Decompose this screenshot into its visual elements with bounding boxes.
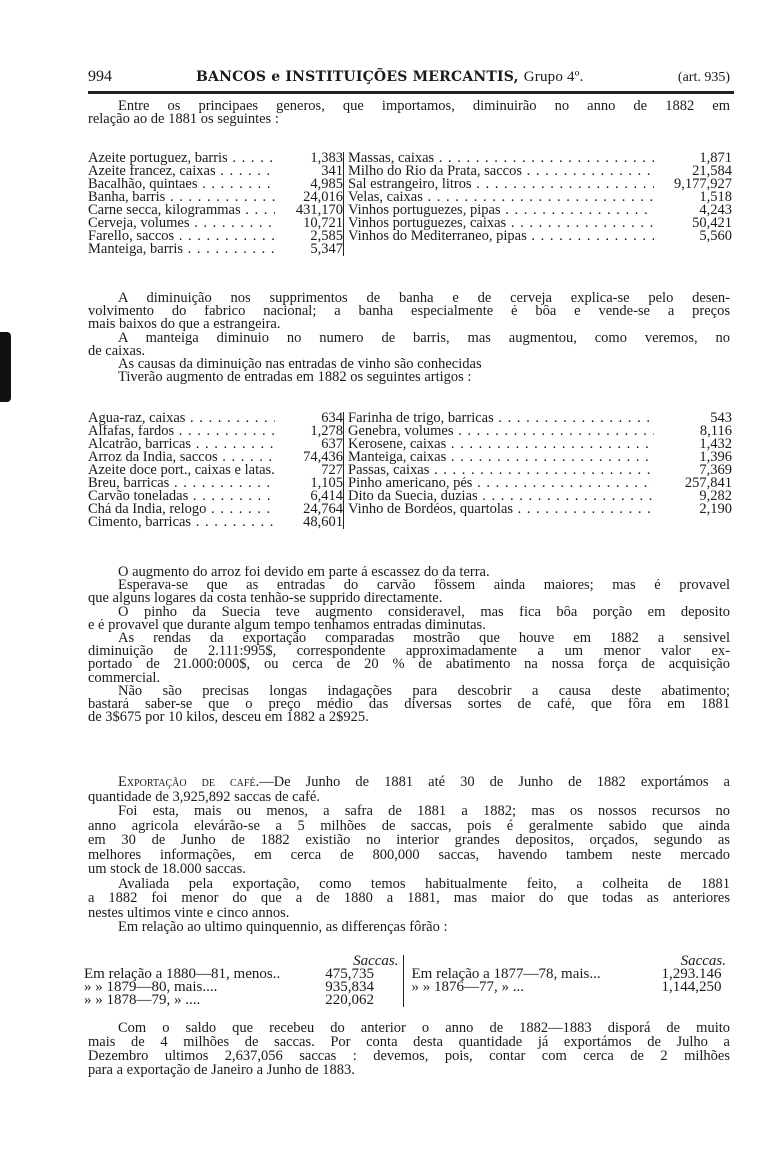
item-label: Milho do Rio da Prata, saccos . . . — [348, 165, 654, 178]
item-label: Vinhos portuguezes, pipas . . . — [348, 204, 654, 217]
item-label: Genebra, volumes . . . — [348, 425, 654, 438]
text-line: Foi esta, mais ou menos, a safra de 1881 a 1882; mas os nossos recursos no — [118, 804, 730, 819]
row-label: » » 1878—79, » .... — [84, 992, 201, 1008]
row-label: Em relação a 1880—81, menos.. — [84, 966, 281, 982]
final-paragraph — [88, 1021, 730, 1077]
page-number: 994 — [88, 68, 112, 85]
table-row — [88, 230, 343, 243]
item-value: 4,985 — [310, 176, 343, 192]
table-row — [88, 165, 343, 178]
table-row — [348, 204, 732, 217]
row-value: 220,062 — [325, 992, 374, 1008]
item-label: Manteiga, caixas . . . — [348, 451, 654, 464]
item-label: Alfafas, fardos . . . — [88, 425, 275, 438]
paragraph-group-3 — [88, 566, 730, 724]
item-value: 1,396 — [699, 449, 732, 465]
item-value: 2,585 — [310, 228, 343, 244]
paragraph-group-2 — [88, 292, 730, 384]
text-line: mais de 4 milhões de saccas. Por conta desta quantidade já exportámos de Julho a — [88, 1035, 730, 1049]
text-line: para a exportação de Janeiro a Junho de 1883. — [88, 1063, 355, 1077]
item-label: Farinha de trigo, barricas . . . — [348, 412, 654, 425]
text-line: quantidade de 3,925,892 saccas de café. — [88, 789, 320, 804]
item-label: Vinhos do Mediterraneo, pipas . . . — [348, 230, 654, 243]
item-value: 24,764 — [303, 501, 343, 517]
item-value: 6,414 — [310, 488, 343, 504]
item-value: 10,721 — [303, 215, 343, 231]
table-row — [88, 477, 343, 490]
text-line: Esperava-se que as entradas do carvão fôssem ainda maiores; mas é provavel — [118, 579, 730, 593]
text-line: Com o saldo que recebeu do anterior o anno de 1882—1883 disporá de muito — [118, 1021, 730, 1035]
text-line: que alguns logares da costa tenhão-se supprido directamente. — [88, 592, 443, 606]
item-value: 1,871 — [699, 150, 732, 166]
table-row — [348, 178, 732, 191]
item-label: Cimento, barricas . . . — [88, 516, 275, 529]
item-value: 543 — [710, 410, 732, 426]
text-line: diminuição de 2.111:995$, correspondente approximadamente a um menor valor ex- — [88, 645, 730, 659]
text-line: de 3$675 por 10 kilos, desceu em 1882 a 2$925. — [88, 711, 369, 725]
text-line — [88, 775, 730, 790]
table-row — [88, 152, 343, 165]
header-title-text: BANCOS e INSTITUIÇÕES MERCANTIS, — [196, 69, 519, 85]
table-row — [348, 503, 732, 516]
item-label: Dito da Suecia, duzias . . . — [348, 490, 654, 503]
text-line: Avaliada pela exportação, como temos habitualmente feito, a colheita de 1881 — [118, 876, 730, 891]
item-value: 257,841 — [684, 475, 732, 491]
item-label: Sal estrangeiro, litros . . . — [348, 178, 654, 191]
item-value: 1,518 — [699, 189, 732, 205]
scan-edge-mark — [0, 332, 11, 402]
item-label: Velas, caixas . . . — [348, 191, 654, 204]
running-header — [88, 64, 730, 88]
header-article: (art. 935) — [677, 70, 730, 85]
text-line: commercial. — [88, 671, 161, 685]
item-label: Vinho de Bordéos, quartolas . . . — [348, 503, 654, 516]
item-value: 48,601 — [303, 514, 343, 530]
item-label: Carvão toneladas . . . — [88, 490, 275, 503]
text-line: Em relação ao ultimo quinquennio, as differenças fôrão : — [118, 920, 448, 935]
text-line: anno agricola elevárão-se a 5 milhões de saccas, pois é geralmente sabido que ainda — [88, 818, 730, 833]
item-value: 50,421 — [692, 215, 732, 231]
item-label: Cerveja, volumes . . . — [88, 217, 275, 230]
header-group: Grupo 4º. — [523, 69, 584, 85]
text-line: O augmento do arroz foi devido em parte á escassez do da terra. — [118, 566, 490, 580]
item-value: 431,170 — [295, 202, 343, 218]
item-label: Azeite portuguez, barris . . . — [88, 152, 275, 165]
item-label: Carne secca, kilogrammas . . . — [88, 204, 275, 217]
item-value: 21,584 — [692, 163, 732, 179]
item-label: Massas, caixas . . . — [348, 152, 654, 165]
table-row — [88, 243, 343, 256]
item-value: 1,278 — [310, 423, 343, 439]
table-row — [348, 191, 732, 204]
item-label: Passas, caixas . . . — [348, 464, 654, 477]
table-row — [88, 516, 343, 529]
row-value: 1,144,250 — [661, 979, 722, 995]
table-row — [412, 981, 727, 994]
increases-left-column — [88, 412, 343, 529]
table-row — [88, 464, 343, 477]
table-row — [348, 217, 732, 230]
coffee-export-section — [88, 775, 730, 935]
table-row — [348, 490, 732, 503]
item-label: Kerosene, caixas . . . — [348, 438, 654, 451]
row-label: » » 1876—77, » ... — [411, 979, 524, 995]
intro-paragraph — [88, 100, 730, 126]
table-row — [88, 217, 343, 230]
item-label: Bacalhão, quintaes . . . — [88, 178, 275, 191]
unit-header: Saccas. — [353, 953, 399, 969]
text-line: volvimento do fabrico nacional; a banha especialmente é bôa e vende-se a preços — [88, 305, 730, 319]
text-line: a 1882 foi menor do que a de 1880 a 1881, mas maior do que todas as anteriores — [88, 891, 730, 906]
table-row — [84, 994, 399, 1007]
row-value: 935,834 — [325, 979, 374, 995]
text-line-rest: —De Junho de 1881 até 30 de Junho de 1882 exportámos a — [259, 775, 730, 790]
quinquennio-right — [404, 955, 727, 1007]
item-value: 7,369 — [699, 462, 732, 478]
item-label: Vinhos portuguezes, caixas . . . — [348, 217, 654, 230]
text-line: bastará saber-se que o preço médio das diversas sortes de café, que fôra em 1881 — [88, 697, 730, 712]
item-label: Banha, barris . . . — [88, 191, 275, 204]
table-row — [348, 464, 732, 477]
item-value: 2,190 — [699, 501, 732, 517]
quinquennio-table — [84, 955, 726, 1007]
item-value: 9,177,927 — [674, 176, 732, 192]
text-line: Não são precisas longas indagações para descobrir a causa deste abatimento; — [118, 684, 730, 698]
item-label: Manteiga, barris . . . — [88, 243, 275, 256]
text-line: Tiverão augmento de entradas em 1882 os seguintes artigos : — [118, 371, 472, 385]
item-value: 727 — [321, 462, 343, 478]
item-value: 74,436 — [303, 449, 343, 465]
text-line: nestes ultimos vinte e cinco annos. — [88, 905, 290, 920]
text-line: e é provavel que durante algum tempo tenhamos entradas diminutas. — [88, 618, 486, 632]
item-value: 8,116 — [699, 423, 732, 439]
table-row — [348, 477, 732, 490]
item-label: Arroz da India, saccos . . . — [88, 451, 275, 464]
text-line: Entre os principaes generos, que importamos, diminuirão no anno de 1882 em — [118, 100, 730, 114]
item-value: 1,432 — [699, 436, 732, 452]
text-line: melhores informações, em cerca de 800,000 saccas, havendo tambem neste mercado — [88, 847, 730, 862]
item-label: Farello, saccos . . . — [88, 230, 275, 243]
text-line: As causas da diminuição nas entradas de vinho são conhecidas — [118, 357, 482, 372]
text-line: Dezembro ultimos 2,637,056 saccas : devemos, pois, contar com cerca de 2 milhões — [88, 1049, 730, 1063]
header-rule — [88, 91, 734, 94]
table-row — [88, 451, 343, 464]
text-line: em 30 de Junho de 1882 existião no interior grandes depositos, orçados, segundo as — [88, 833, 730, 848]
item-label: Pinho americano, pés . . . — [348, 477, 654, 490]
item-value: 1,383 — [310, 150, 343, 166]
item-value: 9,282 — [699, 488, 732, 504]
table-row — [348, 451, 732, 464]
item-value: 5,560 — [699, 228, 732, 244]
table-row — [348, 412, 732, 425]
item-value: 1,105 — [310, 475, 343, 491]
table-row — [348, 152, 732, 165]
text-line: portado de 21.000:000$, ou cerca de 20 % de abatimento na nossa força de acquisição — [88, 658, 730, 672]
item-value: 634 — [321, 410, 343, 426]
text-line: As rendas da exportação comparadas mostrão que houve em 1882 a sensivel — [118, 631, 730, 646]
decreases-table — [88, 152, 730, 256]
table-row — [348, 230, 732, 243]
text-line: de caixas. — [88, 344, 146, 358]
row-value: 475,735 — [325, 966, 374, 982]
text-line: A diminuição nos supprimentos de banha e de cerveja explica-se pelo desen- — [118, 292, 730, 306]
text-line: O pinho da Suecia teve augmento consideravel, mas fica bôa porção em deposito — [118, 605, 730, 619]
table-row — [88, 425, 343, 438]
text-line: um stock de 18.000 saccas. — [88, 862, 246, 877]
item-value: 4,243 — [699, 202, 732, 218]
item-value: 341 — [321, 163, 343, 179]
table-row — [88, 412, 343, 425]
item-label: Azeite doce port., caixas e latas. . . . — [88, 464, 275, 477]
row-value: 1,293.146 — [661, 966, 722, 982]
item-label: Chá da India, relogo . . . — [88, 503, 275, 516]
table-row — [348, 438, 732, 451]
increases-right-column — [343, 412, 732, 529]
increases-table — [88, 412, 730, 529]
decreases-right-column — [343, 152, 732, 256]
decreases-left-column — [88, 152, 343, 256]
item-value: 24,016 — [303, 189, 343, 205]
item-label: Breu, barricas . . . — [88, 477, 275, 490]
header-title — [196, 69, 584, 86]
row-label: Em relação a 1877—78, mais... — [411, 966, 601, 982]
item-value: 637 — [321, 436, 343, 452]
item-label: Agua-raz, caixas . . . — [88, 412, 275, 425]
item-label: Azeite francez, caixas . . . — [88, 165, 275, 178]
table-row — [348, 425, 732, 438]
text-line: relação ao de 1881 os seguintes : — [88, 113, 279, 127]
item-value: 5,347 — [310, 241, 343, 257]
row-label: » » 1879—80, mais.... — [84, 979, 218, 995]
unit-header: Saccas. — [680, 953, 726, 969]
text-line: mais baixos do que a estrangeira. — [88, 318, 281, 332]
section-heading: Exportação de café. — [118, 775, 260, 790]
text-line: A manteiga diminuio no numero de barris, mas augmentou, como veremos, no — [118, 331, 730, 345]
item-label: Alcatrão, barricas . . . — [88, 438, 275, 451]
quinquennio-left — [84, 955, 404, 1007]
